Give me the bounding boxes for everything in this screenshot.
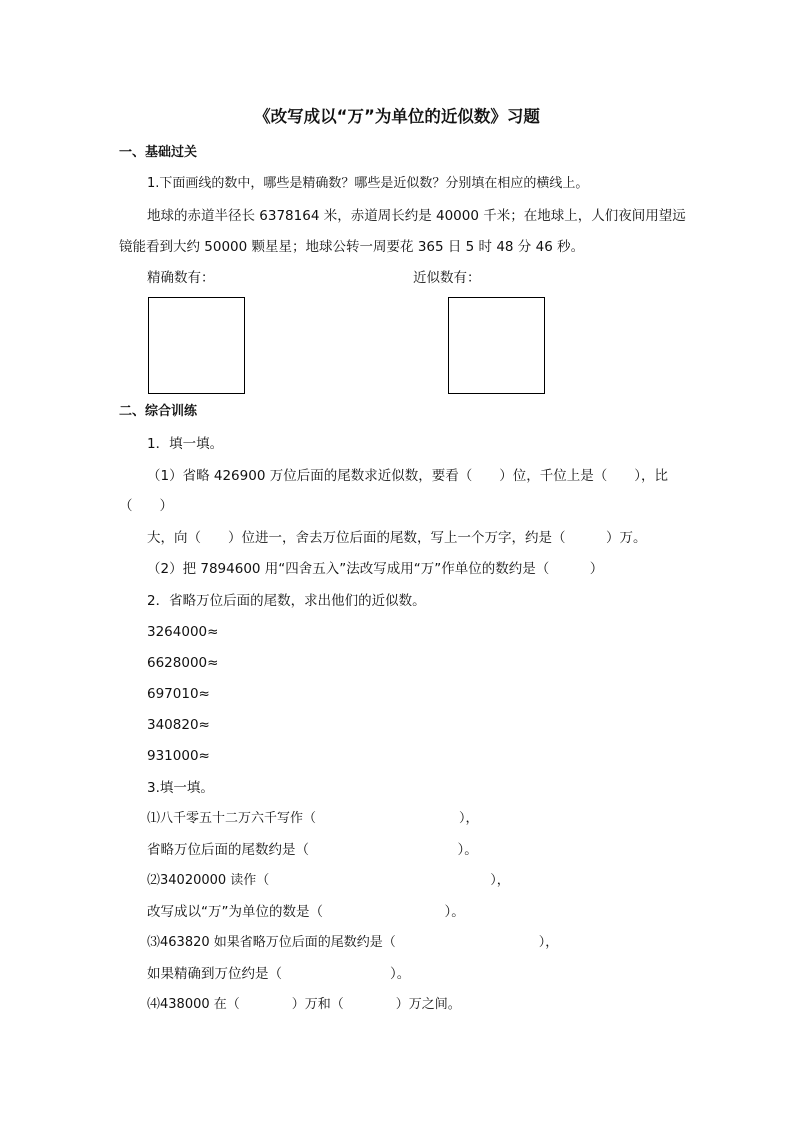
estimate-item: 697010≈	[147, 686, 210, 702]
question-2-3-heading: 3.填一填。	[147, 780, 214, 796]
question-2-1-1-line-2: （ ）	[119, 498, 173, 514]
question-2-1-heading: 1．填一填。	[147, 436, 224, 452]
question-2-1-1-line-3: 大，向（ ）位进一，舍去万位后面的尾数，写上一个万字，约是（ ）万。	[147, 530, 647, 546]
estimate-item: 340820≈	[147, 717, 210, 733]
estimate-item: 931000≈	[147, 748, 210, 764]
question-2-3-1-approx: 省略万位后面的尾数约是（ ）。	[147, 842, 478, 858]
approx-numbers-label: 近似数有：	[413, 270, 481, 286]
question-2-3-2-rewrite: 改写成以“万”为单位的数是（ ）。	[147, 904, 465, 920]
approx-numbers-answer-box[interactable]	[448, 297, 545, 394]
exact-numbers-label: 精确数有：	[147, 270, 215, 286]
question-1-prompt: 1.下面画线的数中，哪些是精确数？哪些是近似数？分别填在相应的横线上。	[147, 176, 589, 191]
section-heading-basic: 一、基础过关	[119, 145, 198, 160]
question-2-2-heading: 2．省略万位后面的尾数，求出他们的近似数。	[147, 593, 426, 609]
page-title: 《改写成以“万”为单位的近似数》习题	[254, 107, 540, 126]
question-1-text-line-1: 地球的赤道半径长 6378164 米，赤道周长约是 40000 千米；在地球上，人们夜间用望远	[147, 208, 686, 224]
question-2-1-2: （2）把 7894600 用“四舍五入”法改写成用“万”作单位的数约是（ ）	[147, 561, 604, 577]
question-2-1-1-line-1: （1）省略 426900 万位后面的尾数求近似数，要看（ ）位，千位上是（ ），比	[147, 468, 668, 484]
question-2-3-3-precise: 如果精确到万位约是（ ）。	[147, 966, 411, 982]
estimate-item: 6628000≈	[147, 655, 219, 671]
question-2-3-1-write: ⑴八千零五十二万六千写作（ ），	[147, 811, 479, 826]
exact-numbers-answer-box[interactable]	[148, 297, 245, 394]
question-2-3-3-omit: ⑶463820 如果省略万位后面的尾数约是（ ），	[147, 935, 559, 950]
question-2-3-4-between: ⑷438000 在（ ）万和（ ）万之间。	[147, 997, 461, 1012]
section-heading-comprehensive: 二、综合训练	[119, 404, 198, 419]
question-2-3-2-read: ⑵34020000 读作（ ），	[147, 873, 510, 888]
question-1-text-line-2: 镜能看到大约 50000 颗星星；地球公转一周要花 365 日 5 时 48 分 46 秒。	[119, 239, 585, 255]
estimate-item: 3264000≈	[147, 624, 219, 640]
